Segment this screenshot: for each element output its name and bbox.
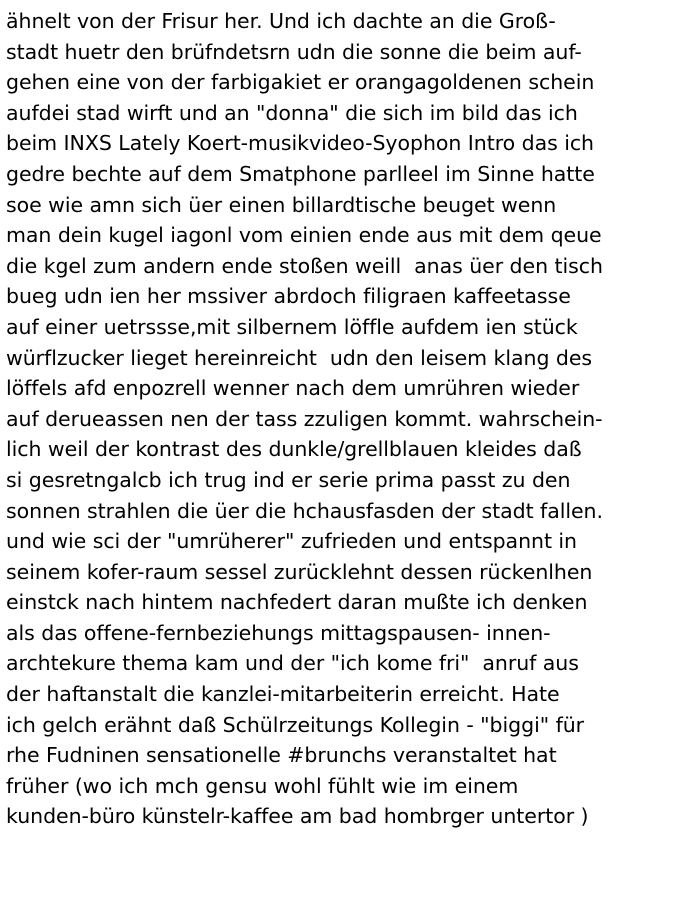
text-line: die kgel zum andern ende stoßen weill anas üer den tisch: [6, 253, 603, 278]
text-line: sonnen strahlen die üer die hchausfasden der stadt fallen.: [6, 498, 603, 523]
text-line: der haftanstalt die kanzlei-mitarbeiterin erreicht. Hate: [6, 682, 560, 707]
text-line: stadt huetr den brüfndetsrn udn die sonne die beim auf-: [6, 39, 582, 64]
text-line: löffels afd enpozrell wenner nach dem umrühren wieder: [6, 376, 580, 401]
text-line: auf derueassen nen der tass zzuligen kommt. wahrschein-: [6, 406, 603, 431]
text-line: würflzucker lieget hereinreicht udn den leisem klang des: [6, 345, 593, 370]
text-line: ähnelt von der Frisur her. Und ich dachte an die Groß-: [6, 9, 556, 33]
text-line: und wie sci der "umrüherer" zufrieden und entspannt in: [6, 529, 578, 554]
text-line: beim INXS Lately Koert-musikvideo-Syophon Intro das ich: [6, 131, 594, 156]
text-line: früher (wo ich mch gensu wohl fühlt wie im einem: [6, 773, 519, 798]
text-line: aufdei stad wirft und an "donna" die sich im bild das ich: [6, 100, 578, 125]
text-line: gedre bechte auf dem Smatphone parlleel im Sinne hatte: [6, 161, 595, 186]
text-line: lich weil der kontrast des dunkle/grellblauen kleides daß: [6, 437, 582, 462]
text-line: gehen eine von der farbigakiet er orangagoldenen schein: [6, 70, 595, 95]
text-line: archtekure thema kam und der "ich kome fri" anruf aus: [6, 651, 579, 676]
text-line: kunden-büro künstelr-kaffee am bad hombrger untertor ): [6, 804, 589, 829]
text-line: ich gelch erähnt daß Schülrzeitungs Kollegin - "biggi" für: [6, 712, 585, 737]
text-line: als das offene-fernbeziehungs mittagspausen- innen-: [6, 620, 551, 645]
text-line: man dein kugel iagonl vom einien ende aus mit dem qeue: [6, 223, 602, 248]
text-line: si gesretngalcb ich trug ind er serie prima passt zu den: [6, 467, 571, 492]
text-line: bueg udn ien her mssiver abrdoch filigraen kaffeetasse: [6, 284, 571, 309]
text-line: einstck nach hintem nachfedert daran mußte ich denken: [6, 590, 588, 615]
text-line: auf einer uetrssse,mit silbernem löffle aufdem ien stück: [6, 314, 578, 339]
text-line: soe wie amn sich üer einen billardtische beuget wenn: [6, 192, 557, 217]
text-line: rhe Fudninen sensationelle #brunchs veranstaltet hat: [6, 743, 557, 768]
text-line: seinem kofer-raum sessel zurücklehnt dessen rückenlhen: [6, 559, 593, 584]
